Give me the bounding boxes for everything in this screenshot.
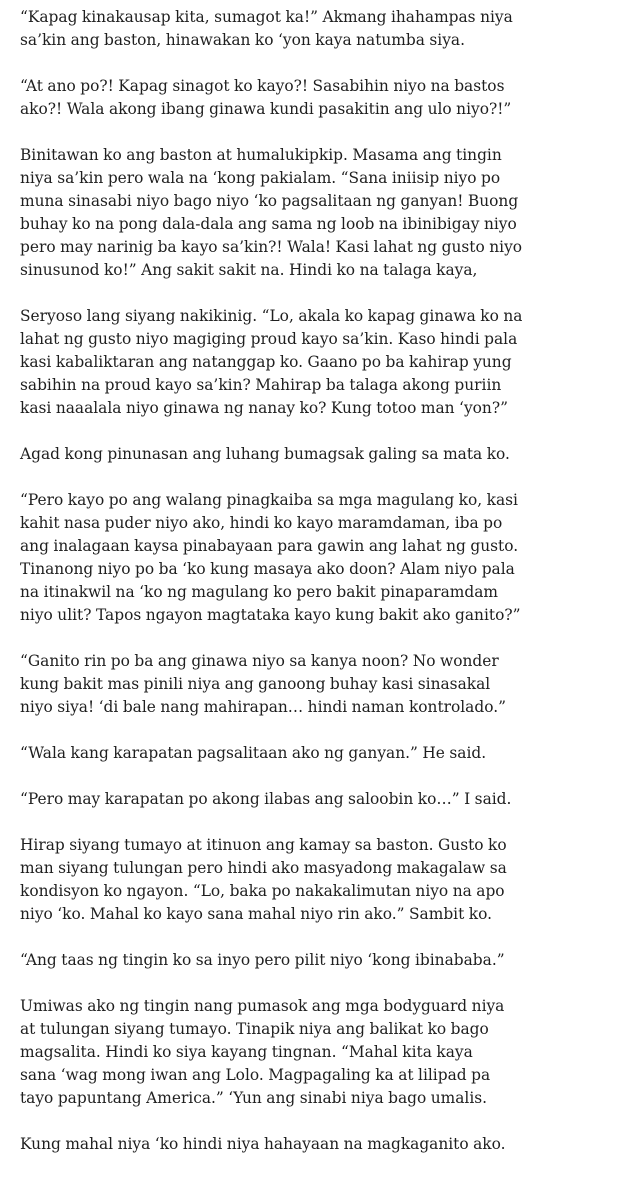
text-line: kasi kabaliktaran ang natanggap ko. Gaano po ba kahirap yung xyxy=(20,353,512,371)
text-line: “Ganito rin po ba ang ginawa niyo sa kanya noon? No wonder xyxy=(20,652,499,670)
paragraph-5 xyxy=(20,443,625,466)
paragraph-2 xyxy=(20,75,625,121)
paragraph-6 xyxy=(20,489,625,627)
text-line: kung bakit mas pinili niya ang ganoong buhay kasi sinasakal xyxy=(20,675,491,693)
text-line: Seryoso lang siyang nakikinig. “Lo, akala ko kapag ginawa ko na xyxy=(20,307,523,325)
paragraph-3 xyxy=(20,144,625,282)
paragraph-11 xyxy=(20,949,625,972)
text-line: sinusunod ko!” Ang sakit sakit na. Hindi ko na talaga kaya, xyxy=(20,261,478,279)
paragraph-4 xyxy=(20,305,625,420)
paragraph-7 xyxy=(20,650,625,719)
text-line: kasi naaalala niyo ginawa ng nanay ko? Kung totoo man ‘yon?” xyxy=(20,399,508,417)
paragraph-10 xyxy=(20,834,625,926)
text-line: buhay ko na pong dala-dala ang sama ng loob na ibinibigay niyo xyxy=(20,215,517,233)
paragraph-13 xyxy=(20,1133,625,1156)
text-line: niyo ‘ko. Mahal ko kayo sana mahal niyo rin ako.” Sambit ko. xyxy=(20,905,492,923)
paragraph-12 xyxy=(20,995,625,1110)
text-line: lahat ng gusto niyo magiging proud kayo sa’kin. Kaso hindi pala xyxy=(20,330,518,348)
text-line: Binitawan ko ang baston at humalukipkip. Masama ang tingin xyxy=(20,146,502,164)
text-line: magsalita. Hindi ko siya kayang tingnan. “Mahal kita kaya xyxy=(20,1043,473,1061)
text-line: niya sa’kin pero wala na ‘kong pakialam. “Sana iniisip niyo po xyxy=(20,169,501,187)
text-line: sa’kin ang baston, hinawakan ko ‘yon kaya natumba siya. xyxy=(20,31,465,49)
text-line: “Pero kayo po ang walang pinagkaiba sa mga magulang ko, kasi xyxy=(20,491,518,509)
paragraph-8 xyxy=(20,742,625,765)
text-line: Agad kong pinunasan ang luhang bumagsak galing sa mata ko. xyxy=(20,445,510,463)
text-line: “Kapag kinakausap kita, sumagot ka!” Akmang ihahampas niya xyxy=(20,8,513,26)
paragraph-1 xyxy=(20,6,625,52)
text-line: muna sinasabi niyo bago niyo ‘ko pagsalitaan ng ganyan! Buong xyxy=(20,192,519,210)
text-line: Kung mahal niya ‘ko hindi niya hahayaan na magkaganito ako. xyxy=(20,1135,506,1153)
text-line: pero may narinig ba kayo sa’kin?! Wala! Kasi lahat ng gusto niyo xyxy=(20,238,523,256)
text-line: “Ang taas ng tingin ko sa inyo pero pilit niyo ‘kong ibinababa.” xyxy=(20,951,505,969)
text-line: man siyang tulungan pero hindi ako masyadong makagalaw sa xyxy=(20,859,507,877)
text-line: tayo papuntang America.” ‘Yun ang sinabi niya bago umalis. xyxy=(20,1089,488,1107)
paragraph-9 xyxy=(20,788,625,811)
text-line: Hirap siyang tumayo at itinuon ang kamay sa baston. Gusto ko xyxy=(20,836,507,854)
text-line: “Pero may karapatan po akong ilabas ang saloobin ko…” I said. xyxy=(20,790,512,808)
text-line: niyo ulit? Tapos ngayon magtataka kayo kung bakit ako ganito?” xyxy=(20,606,521,624)
text-line: “Wala kang karapatan pagsalitaan ako ng ganyan.” He said. xyxy=(20,744,487,762)
text-line: kondisyon ko ngayon. “Lo, baka po nakakalimutan niyo na apo xyxy=(20,882,505,900)
text-line: na itinakwil na ‘ko ng magulang ko pero bakit pinaparamdam xyxy=(20,583,498,601)
text-line: niyo siya! ‘di bale nang mahirapan… hindi naman kontrolado.” xyxy=(20,698,506,716)
text-line: at tulungan siyang tumayo. Tinapik niya ang balikat ko bago xyxy=(20,1020,489,1038)
text-line: sabihin na proud kayo sa’kin? Mahirap ba talaga akong puriin xyxy=(20,376,502,394)
text-line: ako?! Wala akong ibang ginawa kundi pasakitin ang ulo niyo?!” xyxy=(20,100,512,118)
text-line: kahit nasa puder niyo ako, hindi ko kayo maramdaman, iba po xyxy=(20,514,503,532)
text-line: “At ano po?! Kapag sinagot ko kayo?! Sasabihin niyo na bastos xyxy=(20,77,505,95)
text-line: ang inalagaan kaysa pinabayaan para gawin ang lahat ng gusto. xyxy=(20,537,519,555)
text-line: sana ‘wag mong iwan ang Lolo. Magpagaling ka at lilipad pa xyxy=(20,1066,491,1084)
text-line: Tinanong niyo po ba ‘ko kung masaya ako doon? Alam niyo pala xyxy=(20,560,515,578)
text-line: Umiwas ako ng tingin nang pumasok ang mga bodyguard niya xyxy=(20,997,505,1015)
